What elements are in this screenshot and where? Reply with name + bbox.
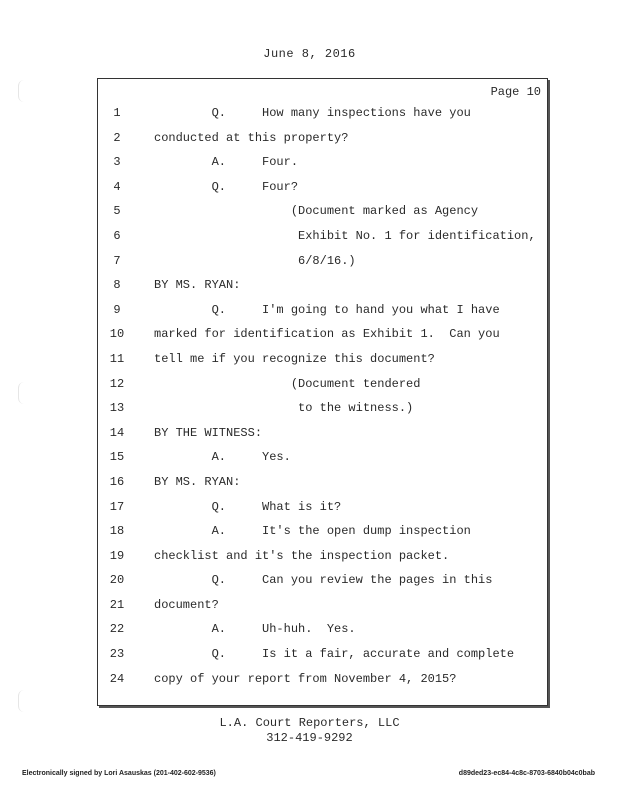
transcript-line (98, 101, 547, 126)
line-text: BY MS. RYAN: (154, 474, 241, 489)
reporter-company: L.A. Court Reporters, LLC (219, 716, 400, 730)
line-number: 3 (113, 155, 121, 170)
line-text: A. Uh-huh. Yes. (154, 622, 356, 637)
page-number: Page 10 (490, 85, 541, 99)
line-text: document? (154, 597, 219, 612)
line-number: 13 (109, 401, 125, 416)
line-text: (Document marked as Agency (154, 204, 479, 219)
line-number: 6 (113, 228, 121, 243)
line-text: Q. Four? (154, 179, 299, 194)
line-text: Q. Can you review the pages in this (154, 573, 493, 588)
line-text: Q. How many inspections have you (154, 106, 471, 120)
transcript-line (98, 445, 547, 470)
header-date: June 8, 2016 (263, 47, 356, 61)
line-number: 17 (109, 499, 125, 514)
line-text: marked for identification as Exhibit 1. Can you (154, 327, 500, 342)
line-text: A. Four. (154, 155, 299, 170)
line-number: 7 (113, 253, 121, 268)
transcript-line (98, 224, 547, 249)
transcript-page (97, 78, 548, 706)
line-number: 14 (109, 425, 125, 440)
transcript-line (98, 273, 547, 298)
transcript-line (98, 126, 547, 151)
line-text: Q. Is it a fair, accurate and complete (154, 647, 515, 662)
transcript-line (98, 199, 547, 224)
line-text: A. It's the open dump inspection (154, 524, 471, 539)
line-number: 16 (109, 474, 125, 489)
line-number: 10 (109, 327, 125, 342)
line-text: BY MS. RYAN: (154, 278, 241, 293)
transcript-line (98, 470, 547, 495)
transcript-line (98, 298, 547, 323)
line-number: 20 (109, 573, 125, 588)
transcript-line (98, 396, 547, 421)
line-text: Q. What is it? (154, 499, 342, 514)
transcript-line (98, 150, 547, 175)
line-number: 8 (113, 278, 121, 293)
line-text: BY THE WITNESS: (154, 425, 263, 440)
document-hash: d89ded23-ec84-4c8c-8703-6840b04c0bab (458, 770, 595, 777)
line-number: 24 (109, 671, 125, 686)
transcript-line (98, 544, 547, 569)
transcript-line (98, 175, 547, 200)
transcript-line (98, 372, 547, 397)
punch-hole-mark (18, 382, 27, 404)
line-number: 23 (109, 647, 125, 662)
line-text: checklist and it's the inspection packet. (154, 548, 450, 563)
transcript-line (98, 667, 547, 692)
line-number: 5 (113, 204, 121, 219)
transcript-line (98, 593, 547, 618)
line-text: (Document tendered (154, 376, 421, 391)
transcript-line (98, 617, 547, 642)
line-text: 6/8/16.) (154, 253, 356, 268)
transcript-line (98, 347, 547, 372)
line-text: Exhibit No. 1 for identification, (154, 228, 536, 243)
line-number: 4 (113, 179, 121, 194)
reporter-phone: 312-419-9292 (266, 731, 353, 745)
line-number: 2 (113, 130, 121, 145)
punch-hole-mark (18, 690, 27, 712)
electronic-signature: Electronically signed by Lori Asauskas (201-402-602-9536) (22, 770, 216, 777)
transcript-line (98, 568, 547, 593)
transcript-line (98, 642, 547, 667)
line-text: tell me if you recognize this document? (154, 351, 435, 366)
line-number: 22 (109, 622, 125, 637)
line-text: copy of your report from November 4, 2015? (154, 671, 457, 686)
line-number: 21 (109, 597, 125, 612)
line-number: 9 (113, 302, 121, 317)
line-text: A. Yes. (154, 450, 291, 465)
transcript-line (98, 249, 547, 274)
line-number: 15 (109, 450, 125, 465)
transcript-line (98, 495, 547, 520)
transcript-lines (98, 101, 547, 691)
line-number: 19 (109, 548, 125, 563)
line-number: 18 (109, 524, 125, 539)
transcript-line (98, 322, 547, 347)
line-text: Q. I'm going to hand you what I have (154, 302, 500, 317)
line-text: to the witness.) (154, 401, 414, 416)
transcript-line (98, 519, 547, 544)
punch-hole-mark (18, 80, 27, 102)
line-number: 12 (109, 376, 125, 391)
line-text: conducted at this property? (154, 130, 349, 145)
transcript-line (98, 421, 547, 446)
line-number: 11 (109, 351, 125, 366)
line-number: 1 (113, 106, 121, 120)
